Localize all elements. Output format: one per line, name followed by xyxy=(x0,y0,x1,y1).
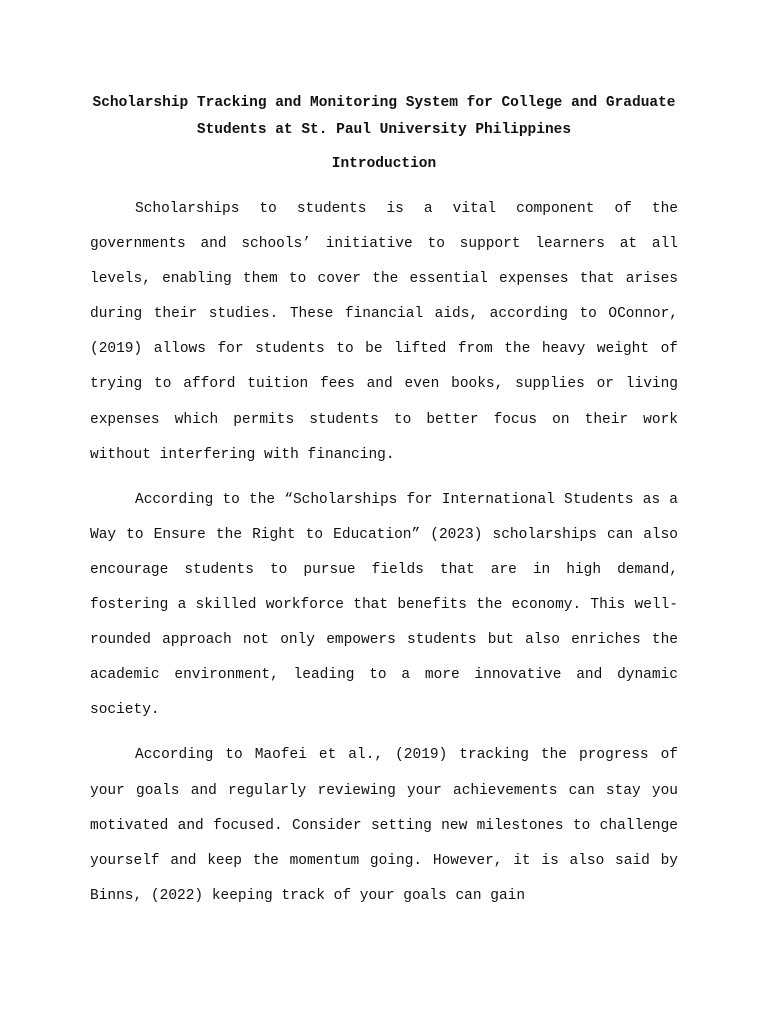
paragraph-3: According to Maofei et al., (2019) tracking the progress of your goals and regularly reviewing your achievements can stay you motivated and focused. Consider setting new milestones to challenge yourself and keep the momentum going. However, it is also said by Binns, (2022) keeping track of your goals can gain xyxy=(90,747,678,904)
document-title: Scholarship Tracking and Monitoring System for College and Graduate Students at St. Paul University Philippines xyxy=(92,95,676,138)
paragraph-1: Scholarships to students is a vital component of the governments and schools’ initiative to support learners at all levels, enabling them to cover the essential expenses that arises during their studies. These financial aids, according to OConnor, (2019) allows for students to be lifted from the heavy weight of trying to afford tuition fees and even books, supplies or living expenses which permits students to better focus on their work without interfering with financing. xyxy=(90,201,678,463)
section-heading-introduction: Introduction xyxy=(331,156,437,172)
body-text xyxy=(90,192,678,924)
paragraph-2: According to the “Scholarships for International Students as a Way to Ensure the Right to Education” (2023) scholarships can also encourage students to pursue fields that are in high demand, fostering a skilled workforce that benefits the economy. This well-rounded approach not only empowers students but also enriches the academic environment, leading to a more innovative and dynamic society. xyxy=(90,491,678,719)
